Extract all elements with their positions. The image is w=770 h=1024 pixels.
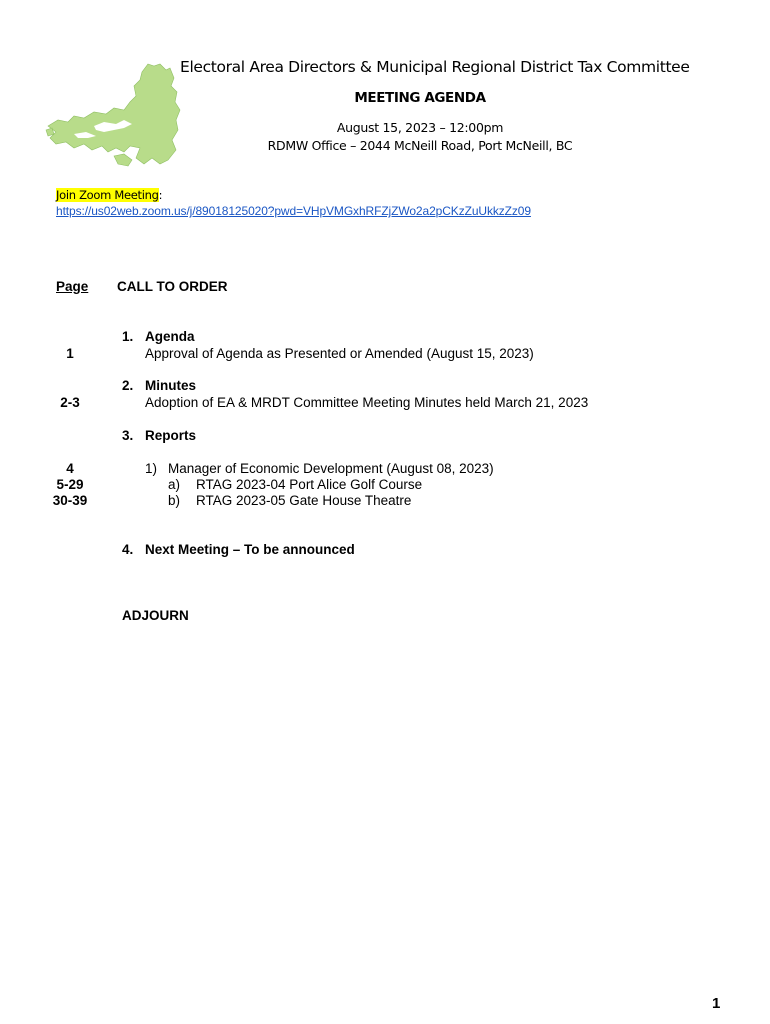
- zoom-label-colon: :: [158, 188, 163, 202]
- adjourn: ADJOURN: [122, 608, 189, 623]
- meeting-date: August 15, 2023 – 12:00pm: [336, 120, 504, 135]
- committee-title: Electoral Area Directors & Municipal Regional District Tax Committee: [180, 58, 690, 76]
- item-2-description: Adoption of EA & MRDT Committee Meeting Minutes held March 21, 2023: [145, 395, 589, 410]
- item-2-number: 2.: [122, 378, 134, 393]
- report-number: 1): [145, 461, 158, 476]
- sub-b-page: 30-39: [52, 493, 88, 508]
- item-4-number: 4.: [122, 542, 134, 557]
- sub-b-text: RTAG 2023-05 Gate House Theatre: [196, 493, 412, 508]
- zoom-label-text: Join Zoom Meeting: [56, 188, 159, 202]
- zoom-meeting-link[interactable]: https://us02web.zoom.us/j/89018125020?pwd=VHpVMGxhRFZjZWo2a2pCKzZuUkkzZz09: [56, 204, 531, 218]
- item-1-title: Agenda: [145, 329, 195, 344]
- regional-district-logo: [44, 60, 184, 170]
- meeting-agenda-heading: MEETING AGENDA: [354, 90, 486, 106]
- call-to-order: CALL TO ORDER: [117, 279, 228, 294]
- item-3-number: 3.: [122, 428, 134, 443]
- sub-b-letter: b): [168, 493, 181, 508]
- report-text: Manager of Economic Development (August 08, 2023): [168, 461, 494, 476]
- item-3-title: Reports: [145, 428, 197, 443]
- sub-a-text: RTAG 2023-04 Port Alice Golf Course: [196, 477, 423, 492]
- sub-a-page: 5-29: [56, 477, 84, 492]
- item-1-page: 1: [66, 346, 74, 361]
- item-2-page: 2-3: [60, 395, 80, 410]
- zoom-label: [56, 188, 162, 202]
- item-2-title: Minutes: [145, 378, 197, 393]
- meeting-location: RDMW Office – 2044 McNeill Road, Port McNeill, BC: [267, 138, 573, 153]
- page-number: 1: [712, 995, 721, 1012]
- page-column-header: Page: [56, 279, 89, 294]
- item-1-number: 1.: [122, 329, 134, 344]
- sub-a-letter: a): [168, 477, 181, 492]
- report-page: 4: [66, 461, 74, 476]
- item-1-description: Approval of Agenda as Presented or Amended (August 15, 2023): [145, 346, 534, 361]
- next-meeting: Next Meeting – To be announced: [145, 542, 355, 557]
